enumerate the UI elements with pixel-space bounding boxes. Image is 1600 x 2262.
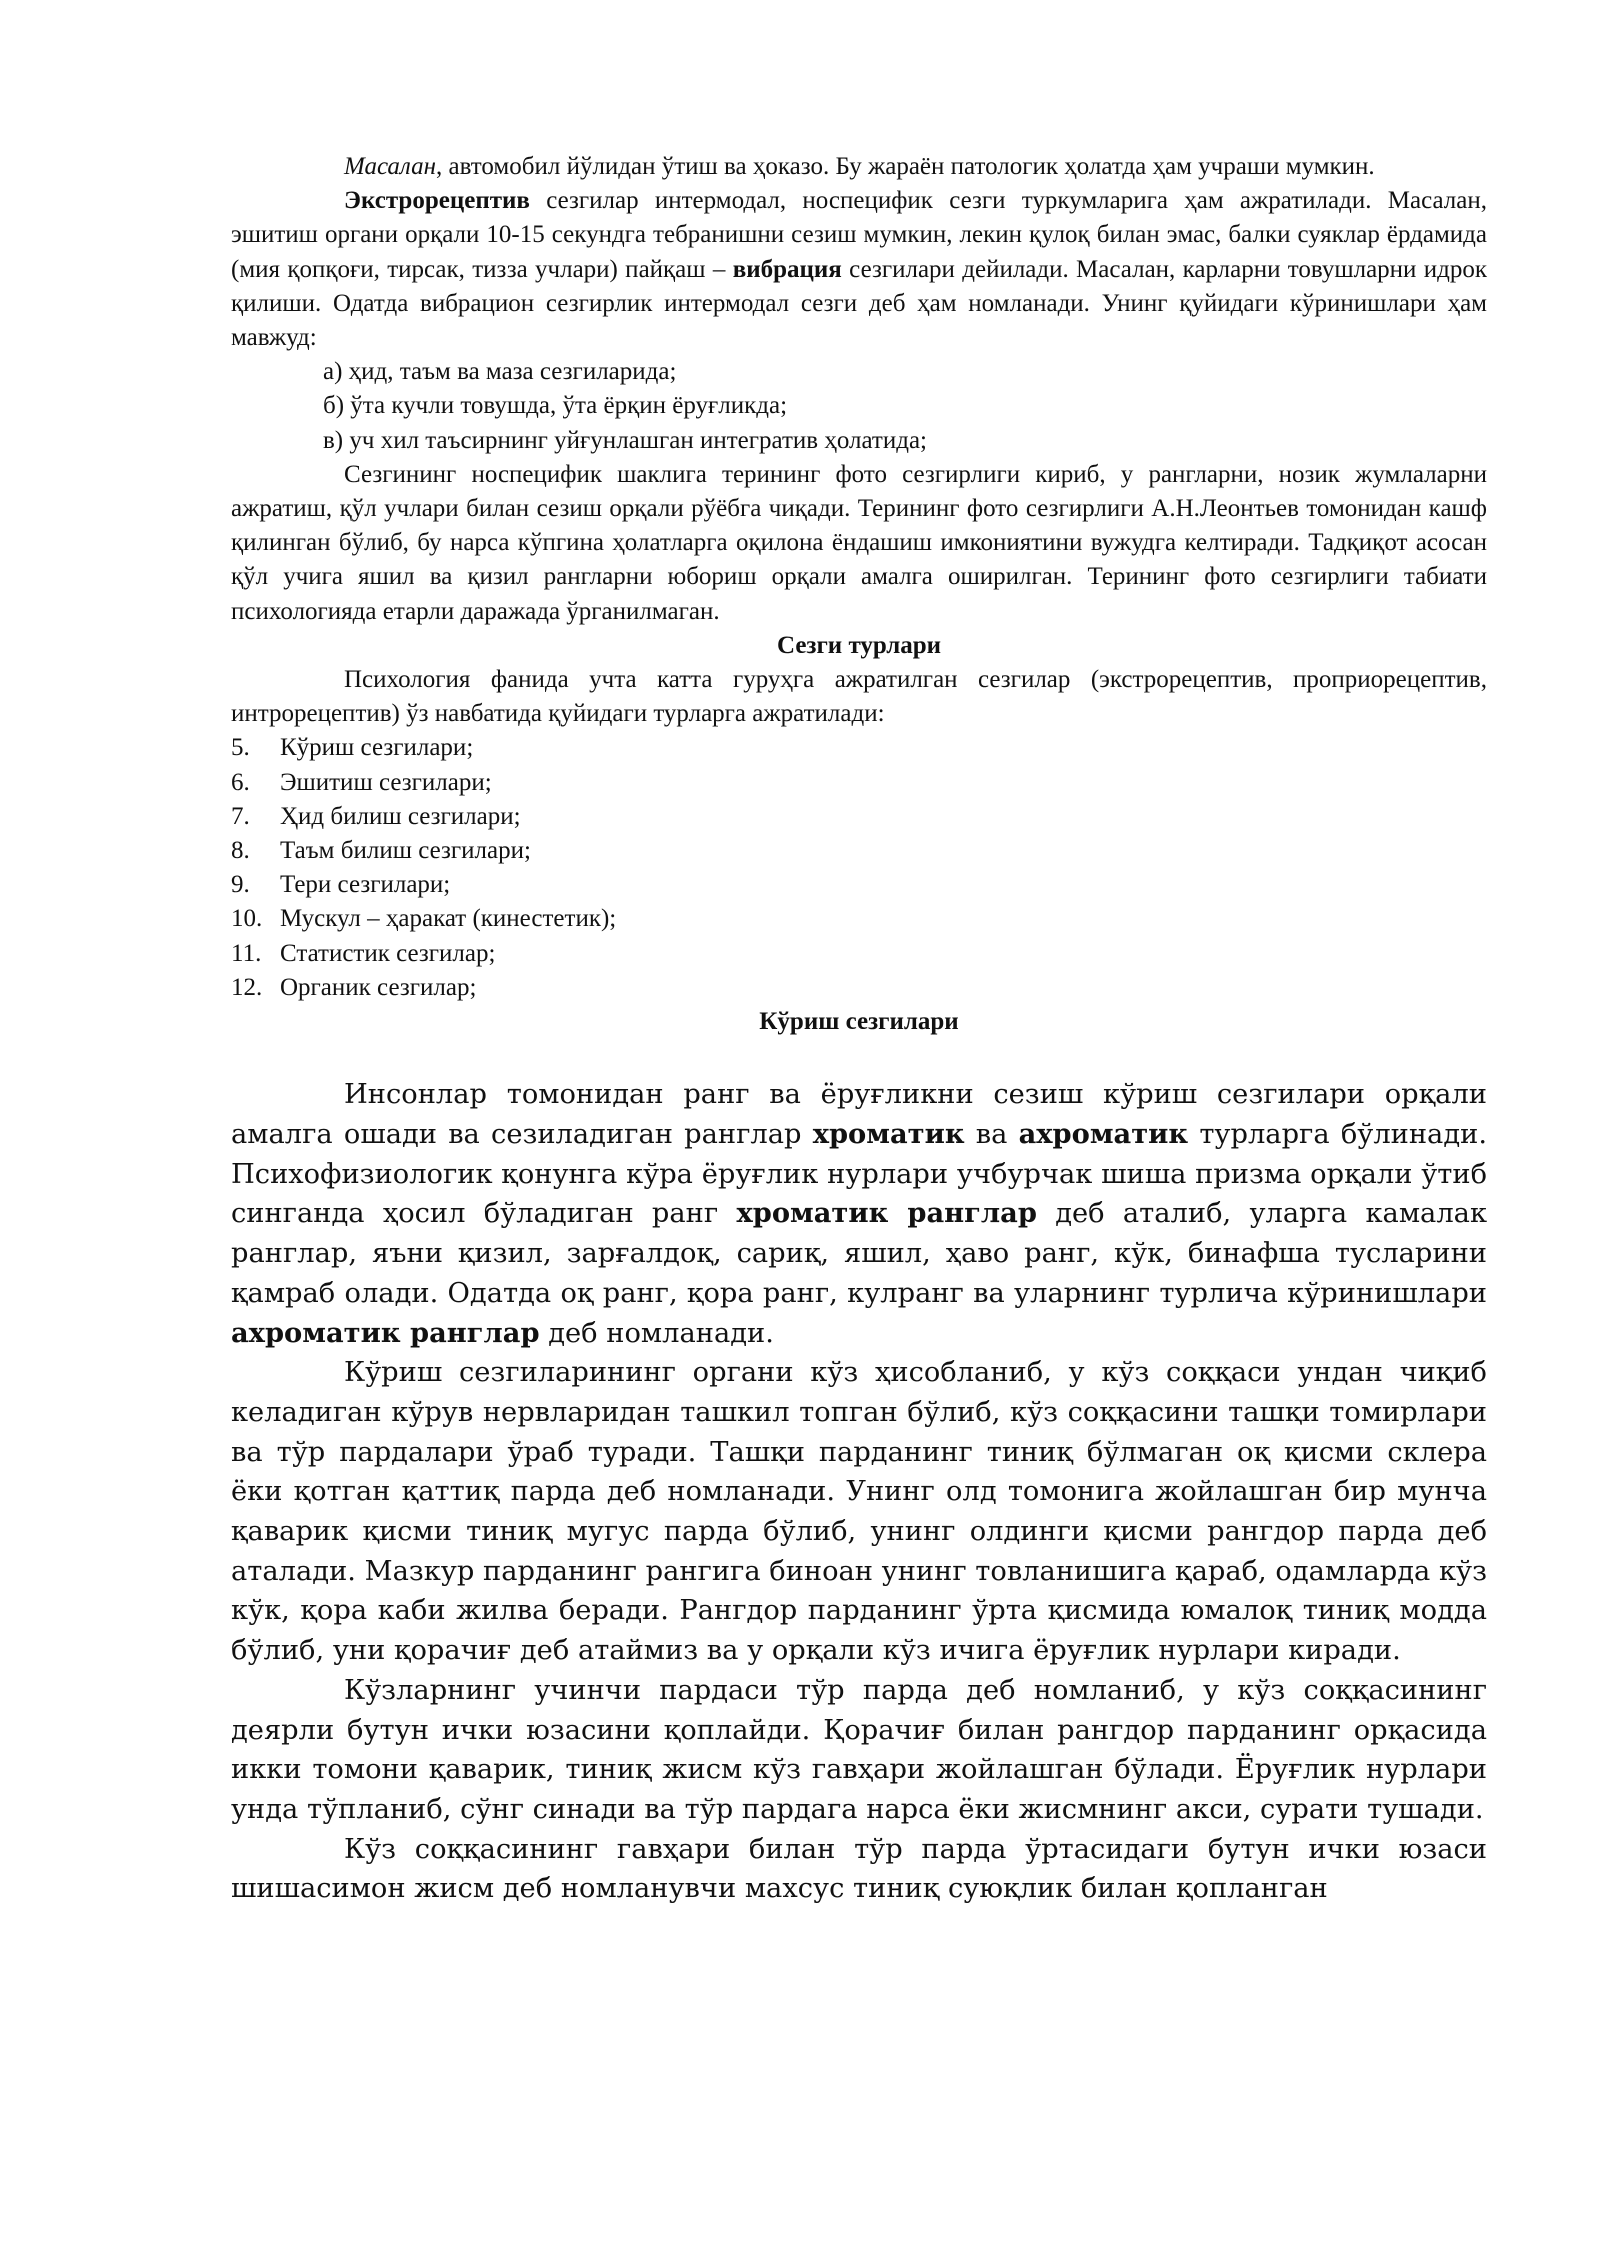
list-item: [231, 834, 1487, 868]
vision-p1-text: ва: [964, 1118, 1019, 1150]
intro-paragraph: [231, 150, 1487, 184]
exteroceptive-text-2: сезгилари дейилади. Масалан, карларни товушларни идрок қилиши. Одатда вибрацион сезгирлик интермодал сезги деб ҳам номланади. Унинг қуйидаги кўринишлари ҳам мавжуд:: [231, 255, 1488, 352]
sub-item: а) ҳид, таъм ва маза сезгиларида;: [323, 358, 677, 386]
vision-p1-text: турларга бўлинади. Психофизиологик қонунга кўра ёруғлик нурлари учбурчак шиша призма орқали ўтиб синганда ҳосил бўладиган ранг: [231, 1118, 1488, 1230]
list-item-text: Эшитиш сезгилари;: [280, 768, 492, 796]
intro-italic-word: Масалан: [344, 153, 437, 180]
list-item: [231, 937, 1487, 971]
list-item-number: 7.: [231, 802, 250, 830]
document-page: [231, 150, 1487, 1909]
section-title-vision: Кўриш сезгилари: [759, 1008, 959, 1036]
list-item-number: 12.: [231, 973, 263, 1001]
sensation-types-intro: Психология фанида учта катта гуруҳга ажратилган сезгилар (экстрорецептив, проприорецептив, интрорецептив) ўз навбатида қуйидаги турларга ажратилади:: [231, 666, 1487, 728]
list-item: [231, 731, 1487, 765]
exteroceptive-paragraph: [231, 184, 1487, 355]
list-item: [231, 800, 1487, 834]
vision-p1-text: деб номланади.: [539, 1317, 774, 1349]
list-item: [231, 868, 1487, 902]
list-item-number: 10.: [231, 905, 263, 933]
sub-item: в) уч хил таъсирнинг уйғунлашган интегратив ҳолатида;: [323, 426, 927, 454]
list-item-text: Мускул – ҳаракат (кинестетик);: [280, 905, 617, 933]
list-item-number: 8.: [231, 837, 250, 865]
chromatic-colors-term: хроматик ранглар: [736, 1197, 1037, 1230]
list-item-number: 11.: [231, 939, 262, 967]
vision-p1-text: деб аталиб, уларга камалак ранглар, яъни қизил, зарғалдоқ, сариқ, яшил, ҳаво ранг, кўк, бинафша тусларини қамраб олади. Одатда оқ ранг, қора ранг, кулранг ва уларнинг турлича кўринишлари: [231, 1198, 1488, 1309]
skin-photo-paragraph: Сезгининг носпецифик шаклига терининг фото сезгирлиги кириб, у рангларни, нозик жумлаларни ажратиш, қўл учлари билан сезиш орқали рўёбга чиқади. Терининг фото сезгирлиги А.Н.Леонтьев томонидан кашф қилинган бўлиб, бу нарса кўпгина ҳолатларга оқилона ёндашиш имкониятини вужудга келтиради. Тадқиқот асосан қўл учига яшил ва қизил рангларни юбориш орқали амалга оширилган. Терининг фото сезгирлиги табиати психологияда етарли даражада ўрганилмаган.: [231, 460, 1487, 625]
list-item-text: Статистик сезгилар;: [280, 939, 496, 967]
list-item-number: 6.: [231, 768, 250, 796]
list-item: [231, 902, 1487, 936]
list-item-number: 9.: [231, 871, 250, 899]
chromatic-term: хроматик: [812, 1117, 965, 1150]
list-item-number: 5.: [231, 734, 250, 762]
sensation-types-list: [231, 731, 1487, 1005]
exteroceptive-text-1: сезгилар интермодал, носпецифик сезги туркумларига ҳам ажратилади. Масалан, эшитиш органи орқали 10-15 секундга тебранишни сезиш мумкин, лекин қулоқ билан эмас, балки суяклар ёрдамида (мия қопқоғи, тирсак, тизза учлари) пайқаш –: [231, 187, 1487, 283]
vibration-term: вибрация: [732, 255, 842, 283]
achromatic-term: ахроматик: [1018, 1117, 1189, 1150]
list-item-text: Органик сезгилар;: [280, 973, 477, 1001]
vision-paragraph-4: Кўз соққасининг гавҳари билан тўр парда ўртасидаги бутун ички юзаси шишасимон жисм деб номланувчи махсус тиниқ суюқлик билан қопланган: [231, 1833, 1487, 1905]
list-item-text: Кўриш сезгилари;: [280, 734, 474, 762]
section-title-sensation-types: Сезги турлари: [776, 631, 942, 659]
achromatic-colors-term: ахроматик ранглар: [231, 1316, 540, 1349]
vision-paragraph-1: [231, 1075, 1487, 1353]
list-item-text: Таъм билиш сезгилари;: [280, 837, 531, 865]
sub-item: б) ўта кучли товушда, ўта ёрқин ёруғликда;: [323, 392, 788, 420]
vision-paragraph-3: Кўзларнинг учинчи пардаси тўр парда деб номланиб, у кўз соққасининг деярли бутун ички юзасини қоплайди. Қорачиғ билан рангдор парданинг орқасида икки томони қаварик, тиниқ жисм кўз гавҳари жойлашган бўлади. Ёруғлик нурлари унда тўпланиб, сўнг синади ва тўр пардага нарса ёки жисмнинг акси, сурати тушади.: [231, 1674, 1487, 1825]
list-item: [231, 971, 1487, 1005]
vision-paragraph-2: Кўриш сезгиларининг органи кўз ҳисобланиб, у кўз соққаси ундан чиқиб келадиган кўрув нервларидан ташкил топган бўлиб, кўз соққасини ташқи томирлари ва тўр пардалари ўраб туради. Ташқи парданинг тиниқ бўлмаган оқ қисми склера ёки қотган қаттиқ парда деб номланади. Унинг олд томонига жойлашган бир мунча қаварик қисми тиниқ мугус парда бўлиб, унинг олдинги қисми рангдор парда деб аталади. Мазкур парданинг рангига биноан унинг товланишига қараб, одамларда кўз кўк, қора каби жилва беради. Рангдор парданинг ўрта қисмида юмалоқ тиниқ модда бўлиб, уни қорачиғ деб атаймиз ва у орқали кўз ичига ёруғлик нурлари киради.: [231, 1357, 1487, 1667]
exteroceptive-term: Экстрорецептив: [344, 187, 530, 215]
list-item-text: Ҳид билиш сезгилари;: [280, 802, 521, 830]
intro-text: , автомобил йўлидан ўтиш ва ҳоказо. Бу жараён патологик ҳолатда ҳам учраши мумкин.: [436, 153, 1375, 180]
list-item: [231, 766, 1487, 800]
list-item-text: Тери сезгилари;: [280, 871, 451, 899]
vision-p1-text: Инсонлар томонидан ранг ва ёруғликни сезиш кўриш сезгилари орқали амалга ошади ва сезиладиган ранглар: [231, 1079, 1487, 1150]
